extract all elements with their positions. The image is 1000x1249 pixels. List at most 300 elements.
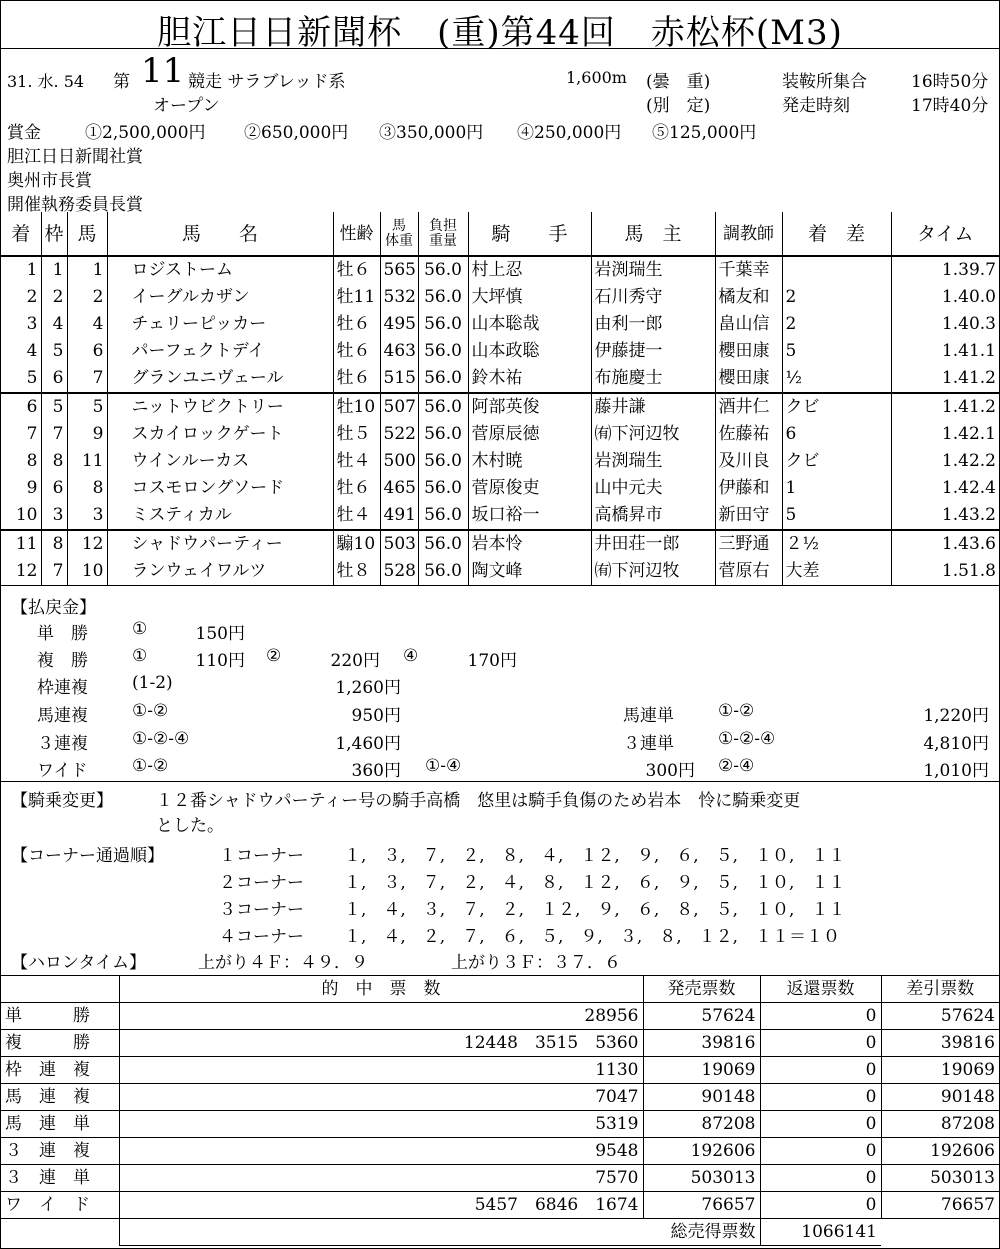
result-burden: 56.0 — [418, 256, 468, 284]
table-row — [1, 311, 999, 338]
sanrentan-amount: 4,810円 — [923, 734, 989, 754]
corner-2-name: ２コーナー — [219, 873, 304, 893]
votes-table — [1, 975, 999, 1246]
fukusho-combo-3: ④ — [403, 646, 419, 666]
prize-3: ③350,000円 — [379, 123, 484, 143]
votes-net: 192606 — [881, 1138, 999, 1165]
result-weight: 507 — [380, 393, 418, 421]
result-jockey: 鈴木祐 — [468, 365, 591, 393]
result-weight: 500 — [380, 448, 418, 475]
votes-sold: 192606 — [643, 1138, 760, 1165]
result-weight: 565 — [380, 256, 418, 284]
result-bracket: 7 — [41, 421, 67, 448]
votes-sold: 39816 — [643, 1030, 760, 1057]
result-bracket: 7 — [41, 558, 67, 586]
header-weight-bottom: 体重 — [385, 232, 413, 249]
votes-hit: 12448 3515 5360 — [119, 1030, 643, 1057]
result-horse-name: ミスティカル — [107, 502, 333, 530]
votes-sold: 503013 — [643, 1165, 760, 1192]
result-bracket: 8 — [41, 530, 67, 558]
result-weight: 522 — [380, 421, 418, 448]
corner-3-order: １, ４, ３, ７, ２, １２, ９, ６, ８, ５, １０, １１ — [344, 900, 846, 920]
result-sex-age: 牡８ — [333, 558, 380, 586]
result-owner: 由利一郎 — [591, 311, 715, 338]
result-bracket: 2 — [41, 284, 67, 311]
result-time: 1.40.3 — [891, 311, 999, 338]
result-sex-age: 牡11 — [333, 284, 380, 311]
result-weight: 528 — [380, 558, 418, 586]
jockey-change-label: 【騎乗変更】 — [11, 791, 113, 811]
result-sex-age: 騸10 — [333, 530, 380, 558]
fukusho-combo-2: ② — [266, 646, 282, 666]
result-trainer: 櫻田康 — [715, 338, 782, 365]
tansho-amount: 150円 — [195, 624, 245, 644]
award-2: 奥州市長賞 — [7, 171, 92, 191]
result-burden: 56.0 — [418, 421, 468, 448]
votes-sold: 19069 — [643, 1057, 760, 1084]
umatan-label: 馬連単 — [623, 706, 674, 726]
votes-bet-type: ワ イ ド — [1, 1192, 119, 1219]
result-burden: 56.0 — [418, 530, 468, 558]
result-weight: 532 — [380, 284, 418, 311]
furlong-label: 【ハロンタイム】 — [11, 953, 146, 973]
votes-header-refund: 返還票数 — [760, 976, 881, 1003]
result-bracket: 5 — [41, 338, 67, 365]
votes-sold: 90148 — [643, 1084, 760, 1111]
result-time: 1.43.2 — [891, 502, 999, 530]
result-finish: 9 — [26, 478, 38, 498]
result-owner: 藤井謙 — [591, 393, 715, 421]
result-sex-age: 牡６ — [333, 475, 380, 502]
votes-refund: 0 — [760, 1138, 881, 1165]
race-type: 競走 サラブレッド系 — [188, 72, 346, 92]
race-date: 31. 水. 54 — [7, 72, 85, 91]
votes-hit: 7570 — [119, 1165, 643, 1192]
result-burden: 56.0 — [418, 558, 468, 586]
wakuren-amount: 1,260円 — [335, 678, 401, 698]
votes-total-row — [1, 1219, 999, 1246]
prize-4: ④250,000円 — [517, 123, 622, 143]
votes-bet-type: 単 勝 — [1, 1003, 119, 1030]
result-weight: 503 — [380, 530, 418, 558]
result-horse-no: 1 — [67, 256, 107, 284]
table-row — [1, 448, 999, 475]
result-time: 1.41.2 — [891, 393, 999, 421]
result-horse-no: 2 — [67, 284, 107, 311]
header-burden-bottom: 重量 — [429, 232, 457, 249]
result-owner: 井田荘一郎 — [591, 530, 715, 558]
table-row — [1, 475, 999, 502]
result-finish: 1 — [26, 260, 38, 280]
votes-hit: 1130 — [119, 1057, 643, 1084]
table-row — [1, 338, 999, 365]
result-horse-no: 6 — [67, 338, 107, 365]
result-trainer: 橘友和 — [715, 284, 782, 311]
results-header-row — [1, 212, 999, 256]
votes-refund: 0 — [760, 1192, 881, 1219]
result-owner: 布施慶士 — [591, 365, 715, 393]
result-bracket: 5 — [41, 393, 67, 421]
result-margin: 大差 — [782, 558, 891, 586]
table-row — [1, 1030, 999, 1057]
result-burden: 56.0 — [418, 311, 468, 338]
votes-total-label: 総売得票数 — [119, 1219, 760, 1246]
wide-amount-2: 300円 — [645, 761, 695, 781]
umaren-amount: 950円 — [351, 706, 401, 726]
award-1: 胆江日日新聞社賞 — [7, 147, 143, 167]
result-jockey: 菅原辰徳 — [468, 421, 591, 448]
result-horse-name: ランウェイワルツ — [107, 558, 333, 586]
result-trainer: 千葉幸 — [715, 256, 782, 284]
award-3: 開催執務委員長賞 — [7, 195, 143, 215]
result-trainer: 三野通 — [715, 530, 782, 558]
race-prefix: 第 — [113, 72, 130, 92]
votes-sold: 87208 — [643, 1111, 760, 1138]
votes-header-sold: 発売票数 — [643, 976, 760, 1003]
corner-2-order: １, ３, ７, ２, ４, ８, １２, ６, ９, ５, １０, １１ — [344, 873, 846, 893]
result-bracket: 6 — [41, 475, 67, 502]
result-burden: 56.0 — [418, 475, 468, 502]
result-time: 1.42.2 — [891, 448, 999, 475]
votes-hit: 5457 6846 1674 — [119, 1192, 643, 1219]
wide-combo-1: ①-② — [132, 756, 169, 776]
tansho-label: 単 勝 — [37, 624, 88, 644]
result-trainer: 酒井仁 — [715, 393, 782, 421]
corner-1-order: １, ３, ７, ２, ８, ４, １２, ９, ６, ５, １０, １１ — [344, 846, 846, 866]
result-finish: 2 — [26, 287, 38, 307]
votes-hit: 7047 — [119, 1084, 643, 1111]
result-jockey: 山本聡哉 — [468, 311, 591, 338]
result-bracket: 4 — [41, 311, 67, 338]
result-margin: 6 — [782, 421, 891, 448]
header-finish: 着 — [1, 212, 41, 256]
result-margin: 5 — [782, 502, 891, 530]
table-row — [1, 1111, 999, 1138]
fukusho-label: 複 勝 — [37, 651, 88, 671]
header-bracket: 枠 — [41, 212, 67, 256]
results-table — [1, 212, 999, 586]
furlong-last4: 上がり４Ｆ：４９．９ — [198, 953, 368, 973]
wakuren-label: 枠連複 — [37, 678, 88, 698]
result-owner: 岩渕瑞生 — [591, 256, 715, 284]
assembly-label: 装鞍所集合 — [782, 72, 867, 92]
furlong-last3: 上がり３Ｆ：３７．６ — [451, 953, 621, 973]
result-time: 1.41.1 — [891, 338, 999, 365]
result-horse-name: スカイロックゲート — [107, 421, 333, 448]
table-row — [1, 421, 999, 448]
result-margin: 2 — [782, 284, 891, 311]
result-sex-age: 牡６ — [333, 311, 380, 338]
result-trainer: 新田守 — [715, 502, 782, 530]
result-trainer: 及川良 — [715, 448, 782, 475]
votes-refund: 0 — [760, 1057, 881, 1084]
votes-hit: 5319 — [119, 1111, 643, 1138]
result-margin: クビ — [782, 393, 891, 421]
result-owner: 山中元夫 — [591, 475, 715, 502]
header-trainer: 調教師 — [715, 212, 782, 256]
result-bracket: 1 — [41, 256, 67, 284]
result-jockey: 菅原俊吏 — [468, 475, 591, 502]
result-bracket: 8 — [41, 448, 67, 475]
umaren-combo: ①-② — [132, 701, 169, 721]
corner-4-order: １, ４, ２, ７, ６, ５, ９, ３, ８, １２, １１＝１０ — [344, 927, 841, 947]
result-finish: 11 — [15, 534, 38, 554]
prize-2: ②650,000円 — [244, 123, 349, 143]
result-burden: 56.0 — [418, 393, 468, 421]
sanrenpuku-amount: 1,460円 — [335, 734, 401, 754]
result-horse-no: 8 — [67, 475, 107, 502]
result-jockey: 村上忍 — [468, 256, 591, 284]
result-time: 1.40.0 — [891, 284, 999, 311]
result-weight: 491 — [380, 502, 418, 530]
result-trainer: 菅原右 — [715, 558, 782, 586]
table-row — [1, 393, 999, 421]
result-burden: 56.0 — [418, 338, 468, 365]
jockey-change-text-1: １２番シャドウパーティー号の騎手高橋 悠里は騎手負傷のため岩本 怜に騎乗変更 — [156, 791, 801, 811]
sanrentan-label: ３連単 — [623, 734, 674, 754]
result-horse-no: 7 — [67, 365, 107, 393]
result-horse-no: 3 — [67, 502, 107, 530]
result-horse-name: パーフェクトデイ — [107, 338, 333, 365]
result-margin: 2 — [782, 311, 891, 338]
corner-3-name: ３コーナー — [219, 900, 304, 920]
payout-label: 【払戻金】 — [11, 598, 96, 618]
weight-rule: (別 定) — [646, 96, 711, 116]
header-jockey: 騎 手 — [468, 212, 591, 256]
post-label: 発走時刻 — [782, 96, 850, 116]
votes-refund: 0 — [760, 1111, 881, 1138]
result-finish: 8 — [26, 451, 38, 471]
result-owner: 高橋昇市 — [591, 502, 715, 530]
votes-refund: 0 — [760, 1030, 881, 1057]
table-row — [1, 1084, 999, 1111]
result-horse-no: 11 — [67, 448, 107, 475]
result-sex-age: 牡６ — [333, 338, 380, 365]
result-trainer: 伊藤和 — [715, 475, 782, 502]
race-class: オープン — [153, 96, 220, 116]
votes-refund: 0 — [760, 1165, 881, 1192]
result-time: 1.42.1 — [891, 421, 999, 448]
result-trainer: 櫻田康 — [715, 365, 782, 393]
result-time: 1.43.6 — [891, 530, 999, 558]
result-finish: 5 — [1, 365, 41, 393]
result-bracket: 3 — [41, 502, 67, 530]
result-burden: 56.0 — [418, 284, 468, 311]
assembly-time: 16時50分 — [911, 72, 989, 92]
table-row — [1, 530, 999, 558]
result-owner: 伊藤捷一 — [591, 338, 715, 365]
jockey-change-text-2: とした。 — [156, 816, 224, 836]
result-horse-no: 4 — [67, 311, 107, 338]
result-finish: 3 — [26, 314, 38, 334]
result-horse-no: 5 — [67, 393, 107, 421]
header-owner: 馬 主 — [591, 212, 715, 256]
fukusho-amount-1: 110円 — [195, 651, 245, 671]
result-horse-name: イーグルカザン — [107, 284, 333, 311]
result-sex-age: 牡６ — [333, 365, 380, 393]
votes-bet-type: 複 勝 — [1, 1030, 119, 1057]
sanrenpuku-label: ３連複 — [37, 734, 88, 754]
result-finish: 10 — [1, 502, 41, 530]
result-margin: 1 — [782, 475, 891, 502]
result-horse-no: 12 — [67, 530, 107, 558]
votes-net: 39816 — [881, 1030, 999, 1057]
votes-bet-type: ３ 連 複 — [1, 1138, 119, 1165]
umatan-amount: 1,220円 — [923, 706, 989, 726]
fukusho-amount-3: 170円 — [467, 651, 517, 671]
tansho-combo: ① — [132, 619, 148, 639]
wide-combo-2: ①-④ — [425, 756, 462, 776]
votes-refund: 0 — [760, 1003, 881, 1030]
votes-net: 87208 — [881, 1111, 999, 1138]
track-condition: (曇 重) — [646, 72, 711, 92]
result-jockey: 大坪慎 — [468, 284, 591, 311]
prize-label: 賞金 — [7, 123, 41, 143]
table-row — [1, 365, 999, 393]
result-weight: 465 — [380, 475, 418, 502]
header-sex-age: 性齢 — [333, 212, 380, 256]
result-horse-name: ロジストーム — [107, 256, 333, 284]
wakuren-combo: (1-2) — [132, 673, 173, 693]
table-row — [1, 1165, 999, 1192]
prize-1: ①2,500,000円 — [85, 123, 206, 143]
result-margin: 5 — [782, 338, 891, 365]
votes-header-hit: 的 中 票 数 — [119, 976, 643, 1003]
result-jockey: 岩本怜 — [468, 530, 591, 558]
result-weight: 515 — [380, 365, 418, 393]
votes-sold: 57624 — [643, 1003, 760, 1030]
votes-hit: 9548 — [119, 1138, 643, 1165]
result-margin: クビ — [782, 448, 891, 475]
votes-net: 19069 — [881, 1057, 999, 1084]
result-margin: ½ — [782, 365, 891, 393]
result-finish: 7 — [26, 424, 38, 444]
votes-total-blank — [1, 1219, 119, 1246]
votes-sold: 76657 — [643, 1192, 760, 1219]
result-time: 1.39.7 — [891, 256, 999, 284]
result-time: 1.51.8 — [891, 558, 999, 586]
result-finish: 12 — [1, 558, 41, 586]
header-horse-no: 馬 — [67, 212, 107, 256]
result-horse-no: 9 — [67, 421, 107, 448]
result-owner: 石川秀守 — [591, 284, 715, 311]
table-row — [1, 1138, 999, 1165]
header-weight — [380, 212, 418, 256]
result-owner: ㈲下河辺牧 — [591, 421, 715, 448]
result-jockey: 阿部英俊 — [468, 393, 591, 421]
votes-bet-type: 枠 連 複 — [1, 1057, 119, 1084]
prize-5: ⑤125,000円 — [652, 123, 757, 143]
race-number: 11 — [141, 51, 185, 91]
result-time: 1.41.2 — [891, 365, 999, 393]
table-row — [1, 284, 999, 311]
result-weight: 495 — [380, 311, 418, 338]
result-bracket: 6 — [41, 365, 67, 393]
result-time: 1.42.4 — [891, 475, 999, 502]
umatan-combo: ①-② — [718, 701, 755, 721]
votes-bet-type: 馬 連 単 — [1, 1111, 119, 1138]
result-sex-age: 牡５ — [333, 421, 380, 448]
table-row — [1, 502, 999, 530]
votes-net: 90148 — [881, 1084, 999, 1111]
corner-1-name: １コーナー — [219, 846, 304, 866]
result-trainer: 佐藤祐 — [715, 421, 782, 448]
sanrenpuku-combo: ①-②-④ — [132, 729, 190, 749]
divider — [1, 781, 999, 782]
result-horse-name: ウインルーカス — [107, 448, 333, 475]
post-time: 17時40分 — [911, 96, 989, 116]
votes-header-net: 差引票数 — [881, 976, 999, 1003]
votes-header-blank — [1, 976, 119, 1003]
corners-label: 【コーナー通過順】 — [11, 846, 164, 866]
wide-label: ワイド — [37, 761, 88, 781]
fukusho-amount-2: 220円 — [330, 651, 380, 671]
result-horse-name: グランユニヴェール — [107, 365, 333, 393]
votes-header-row — [1, 976, 999, 1003]
results-body — [1, 256, 999, 586]
result-burden: 56.0 — [418, 448, 468, 475]
race-title: 胆江日日新聞杯 (重)第44回 赤松杯(M3) — [157, 13, 843, 53]
table-row — [1, 1192, 999, 1219]
result-sex-age: 牡６ — [333, 256, 380, 284]
header-time: タイム — [891, 212, 999, 256]
result-horse-name: シャドウパーティー — [107, 530, 333, 558]
votes-net: 76657 — [881, 1192, 999, 1219]
table-row — [1, 558, 999, 586]
divider — [1, 48, 999, 49]
wide-amount-3: 1,010円 — [923, 761, 989, 781]
sanrentan-combo: ①-②-④ — [718, 729, 776, 749]
table-row — [1, 256, 999, 284]
result-finish: 4 — [26, 341, 38, 361]
table-row — [1, 1003, 999, 1030]
votes-refund: 0 — [760, 1084, 881, 1111]
votes-net: 57624 — [881, 1003, 999, 1030]
votes-body — [1, 976, 999, 1246]
result-margin: ２½ — [782, 530, 891, 558]
result-burden: 56.0 — [418, 502, 468, 530]
fukusho-combo-1: ① — [132, 646, 148, 666]
votes-bet-type: ３ 連 単 — [1, 1165, 119, 1192]
result-jockey: 坂口裕一 — [468, 502, 591, 530]
result-jockey: 陶文峰 — [468, 558, 591, 586]
result-trainer: 畠山信 — [715, 311, 782, 338]
result-horse-name: ニットウビクトリー — [107, 393, 333, 421]
header-margin: 着 差 — [782, 212, 891, 256]
result-finish: 6 — [26, 397, 38, 417]
votes-bet-type: 馬 連 複 — [1, 1084, 119, 1111]
corner-4-name: ４コーナー — [219, 927, 304, 947]
result-sex-age: 牡４ — [333, 502, 380, 530]
header-name: 馬 名 — [107, 212, 333, 256]
result-sex-age: 牡10 — [333, 393, 380, 421]
votes-net: 503013 — [881, 1165, 999, 1192]
header-burden-top: 負担 — [429, 217, 457, 234]
result-jockey: 木村暁 — [468, 448, 591, 475]
umaren-label: 馬連複 — [37, 706, 88, 726]
result-horse-name: コスモロングソード — [107, 475, 333, 502]
result-owner: ㈲下河辺牧 — [591, 558, 715, 586]
result-margin — [782, 256, 891, 284]
votes-hit: 28956 — [119, 1003, 643, 1030]
result-weight: 463 — [380, 338, 418, 365]
result-owner: 岩渕瑞生 — [591, 448, 715, 475]
wide-amount-1: 360円 — [351, 761, 401, 781]
result-jockey: 山本政聡 — [468, 338, 591, 365]
result-horse-no: 10 — [67, 558, 107, 586]
wide-combo-3: ②-④ — [718, 756, 755, 776]
header-burden — [418, 212, 468, 256]
